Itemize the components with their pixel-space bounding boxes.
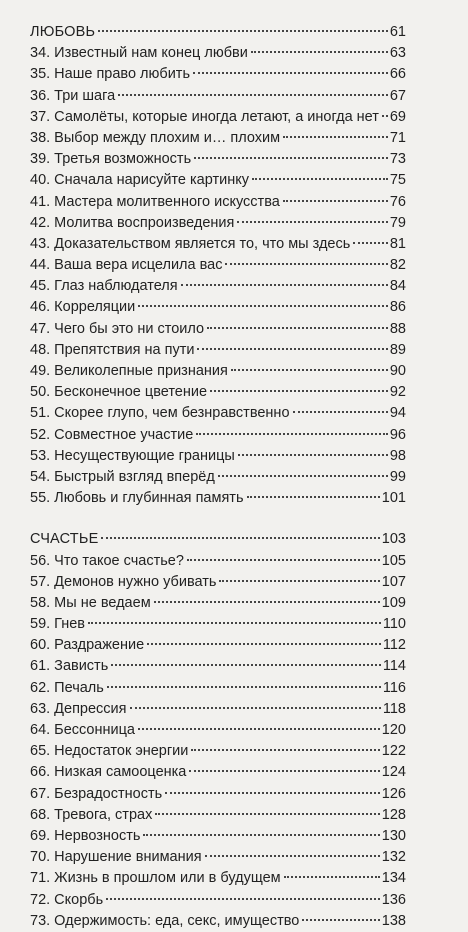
toc-section	[30, 22, 406, 509]
chapter-title: 70. Нарушение внимания	[30, 849, 202, 866]
chapter-title: 58. Мы не ведаем	[30, 594, 151, 611]
chapter-title: 56. Что такое счастье?	[30, 552, 184, 569]
page-number: 66	[389, 66, 406, 83]
chapter-title: 49. Великолепные признания	[30, 363, 228, 379]
dot-leader	[237, 220, 388, 223]
page-number: 136	[381, 891, 406, 908]
chapter-title: 42. Молитва воспроизведения	[30, 214, 235, 231]
toc-entry-row	[30, 678, 406, 699]
toc-entry-row	[30, 170, 406, 191]
toc-entry-row	[30, 319, 406, 340]
dot-leader	[181, 283, 388, 286]
toc-entry-row	[30, 488, 406, 509]
page-number: 73	[389, 151, 406, 168]
chapter-title: 72. Скорбь	[30, 891, 104, 908]
chapter-title: 65. Недостаток энергии	[30, 743, 189, 760]
dot-leader	[154, 600, 380, 603]
dot-leader	[382, 114, 388, 117]
dot-leader	[155, 812, 379, 815]
toc-entry-row	[30, 382, 406, 403]
page-number: 107	[381, 573, 406, 590]
page-number: 138	[381, 912, 406, 929]
toc-entry-row	[30, 234, 406, 255]
page-number: 69	[389, 108, 406, 125]
section-heading-title: СЧАСТЬЕ	[30, 531, 99, 548]
section-heading-row	[30, 22, 406, 43]
chapter-title: 57. Демонов нужно убивать	[30, 573, 217, 590]
page-number: 126	[381, 785, 406, 802]
dot-leader	[283, 135, 388, 138]
toc-entry-row	[30, 446, 406, 467]
dot-leader	[219, 579, 379, 582]
dot-leader	[283, 199, 388, 202]
toc-entry-row	[30, 890, 406, 911]
chapter-title: 50. Бесконечное цветение	[30, 384, 208, 401]
chapter-title: 41. Мастера молитвенного искусства	[30, 193, 280, 210]
page-number: 101	[381, 490, 406, 507]
toc-entry-row	[30, 403, 406, 424]
chapter-title: 35. Наше право любить	[30, 66, 190, 83]
dot-leader	[88, 621, 381, 624]
page-number: 134	[381, 870, 406, 887]
page-number: 75	[389, 172, 406, 189]
dot-leader	[111, 663, 381, 666]
dot-leader	[147, 642, 381, 645]
chapter-title: 45. Глаз наблюдателя	[30, 278, 178, 295]
toc-entry-row	[30, 784, 406, 805]
chapter-title: 40. Сначала нарисуйте картинку	[30, 172, 249, 189]
chapter-title: 48. Препятствия на пути	[30, 341, 195, 358]
dot-leader	[107, 685, 381, 688]
toc-entry-row	[30, 720, 406, 741]
page-number: 114	[382, 658, 406, 675]
toc-entry-row	[30, 467, 406, 488]
dot-leader	[138, 727, 380, 730]
page-number: 86	[389, 299, 406, 316]
toc-entry-row	[30, 805, 406, 826]
toc-section	[30, 529, 406, 932]
toc-entry-row	[30, 425, 406, 446]
page-number: 84	[389, 278, 406, 295]
chapter-title: 66. Низкая самооценка	[30, 764, 187, 781]
dot-leader	[205, 854, 380, 857]
dot-leader	[143, 833, 379, 836]
toc-entry-row	[30, 551, 406, 572]
toc-entry-row	[30, 868, 406, 889]
chapter-title: 44. Ваша вера исцелила вас	[30, 257, 223, 274]
dot-leader	[138, 304, 388, 307]
page-number: 118	[382, 700, 406, 717]
toc-entry-row	[30, 762, 406, 783]
page-number: 98	[389, 447, 406, 464]
toc-entry-row	[30, 572, 406, 593]
page-number: 103	[381, 531, 406, 548]
page-number: 61	[389, 24, 406, 40]
toc-entry-row	[30, 192, 406, 213]
toc-entry-row	[30, 635, 406, 656]
dot-leader	[210, 389, 388, 392]
page-number: 82	[389, 257, 406, 274]
dot-leader	[98, 29, 388, 32]
page-number: 105	[381, 552, 406, 569]
toc-entry-row	[30, 847, 406, 868]
chapter-title: 59. Гнев	[30, 616, 85, 633]
dot-leader	[191, 748, 379, 751]
chapter-title: 64. Бессонница	[30, 722, 135, 738]
dot-leader	[218, 474, 388, 477]
page-number: 116	[382, 679, 406, 696]
dot-leader	[196, 432, 388, 435]
dot-leader	[284, 875, 380, 878]
dot-leader	[197, 347, 387, 350]
page-number: 67	[389, 87, 406, 104]
dot-leader	[193, 71, 388, 74]
chapter-title: 52. Совместное участие	[30, 426, 194, 443]
chapter-title: 36. Три шага	[30, 87, 116, 104]
toc-entry-row	[30, 43, 406, 64]
dot-leader	[165, 791, 380, 794]
chapter-title: 63. Депрессия	[30, 700, 127, 717]
dot-leader	[101, 536, 379, 539]
chapter-title: 68. Тревога, страх	[30, 806, 153, 823]
dot-leader	[353, 241, 388, 244]
chapter-title: 54. Быстрый взгляд вперёд	[30, 468, 215, 485]
page-number: 120	[381, 722, 406, 738]
dot-leader	[231, 368, 388, 371]
toc-entry-row	[30, 107, 406, 128]
chapter-title: 43. Доказательством является то, что мы здесь	[30, 235, 351, 252]
chapter-title: 37. Самолёты, которые иногда летают, а иногда нет	[30, 108, 379, 125]
chapter-title: 55. Любовь и глубинная память	[30, 490, 244, 507]
page-number: 88	[389, 320, 406, 337]
toc-entry-row	[30, 614, 406, 635]
chapter-title: 46. Корреляции	[30, 299, 136, 316]
section-heading-row	[30, 529, 406, 550]
chapter-title: 67. Безрадостность	[30, 785, 163, 802]
chapter-title: 62. Печаль	[30, 679, 104, 696]
chapter-title: 71. Жизнь в прошлом или в будущем	[30, 870, 281, 887]
dot-leader	[118, 93, 388, 96]
chapter-title: 47. Чего бы это ни стоило	[30, 320, 205, 337]
page-number: 79	[389, 214, 406, 231]
chapter-title: 60. Раздражение	[30, 637, 145, 654]
page-number: 81	[389, 235, 406, 252]
page-number: 130	[381, 827, 406, 844]
page-number: 96	[389, 426, 406, 443]
page-number: 128	[381, 806, 406, 823]
chapter-title: 73. Одержимость: еда, секс, имущество	[30, 912, 300, 929]
dot-leader	[225, 262, 387, 265]
toc-entry-row	[30, 340, 406, 361]
dot-leader	[130, 706, 381, 709]
dot-leader	[207, 326, 388, 329]
page-number: 122	[381, 743, 406, 760]
dot-leader	[302, 918, 379, 921]
toc-entry-row	[30, 741, 406, 762]
page-number: 92	[389, 384, 406, 401]
page-number: 89	[389, 341, 406, 358]
section-heading-title: ЛЮБОВЬ	[30, 24, 96, 40]
dot-leader	[187, 558, 380, 561]
toc-entry-row	[30, 826, 406, 847]
toc-entry-row	[30, 593, 406, 614]
chapter-title: 38. Выбор между плохим и… плохим	[30, 129, 281, 146]
toc-entry-row	[30, 911, 406, 932]
chapter-title: 34. Известный нам конец любви	[30, 45, 248, 62]
dot-leader	[252, 177, 388, 180]
toc-entry-row	[30, 699, 406, 720]
chapter-title: 51. Скорее глупо, чем безнравственно	[30, 405, 290, 422]
dot-leader	[106, 897, 380, 900]
page-number: 132	[381, 849, 406, 866]
chapter-title: 39. Третья возможность	[30, 151, 192, 168]
toc-entry-row	[30, 255, 406, 276]
page-number: 63	[389, 45, 406, 62]
toc-entry-row	[30, 128, 406, 149]
chapter-title: 69. Нервозность	[30, 827, 141, 844]
toc-entry-row	[30, 149, 406, 170]
toc-entry-row	[30, 64, 406, 85]
page-number: 94	[389, 405, 406, 422]
dot-leader	[194, 156, 388, 159]
page-number: 110	[382, 616, 406, 633]
dot-leader	[293, 410, 388, 413]
toc-entry-row	[30, 297, 406, 318]
toc-entry-row	[30, 656, 406, 677]
dot-leader	[251, 50, 388, 53]
toc-entry-row	[30, 361, 406, 382]
toc-entry-row	[30, 86, 406, 107]
page-number: 109	[381, 594, 406, 611]
page-number: 99	[389, 468, 406, 485]
page-number: 76	[389, 193, 406, 210]
section-gap	[30, 509, 406, 529]
page-number: 90	[389, 363, 406, 379]
chapter-title: 53. Несуществующие границы	[30, 447, 235, 464]
dot-leader	[238, 453, 388, 456]
dot-leader	[189, 769, 379, 772]
page-number: 112	[382, 637, 406, 654]
dot-leader	[247, 495, 380, 498]
toc-entry-row	[30, 276, 406, 297]
page-number: 124	[381, 764, 406, 781]
table-of-contents	[30, 22, 406, 932]
chapter-title: 61. Зависть	[30, 658, 109, 675]
page-number: 71	[389, 129, 406, 146]
toc-entry-row	[30, 213, 406, 234]
